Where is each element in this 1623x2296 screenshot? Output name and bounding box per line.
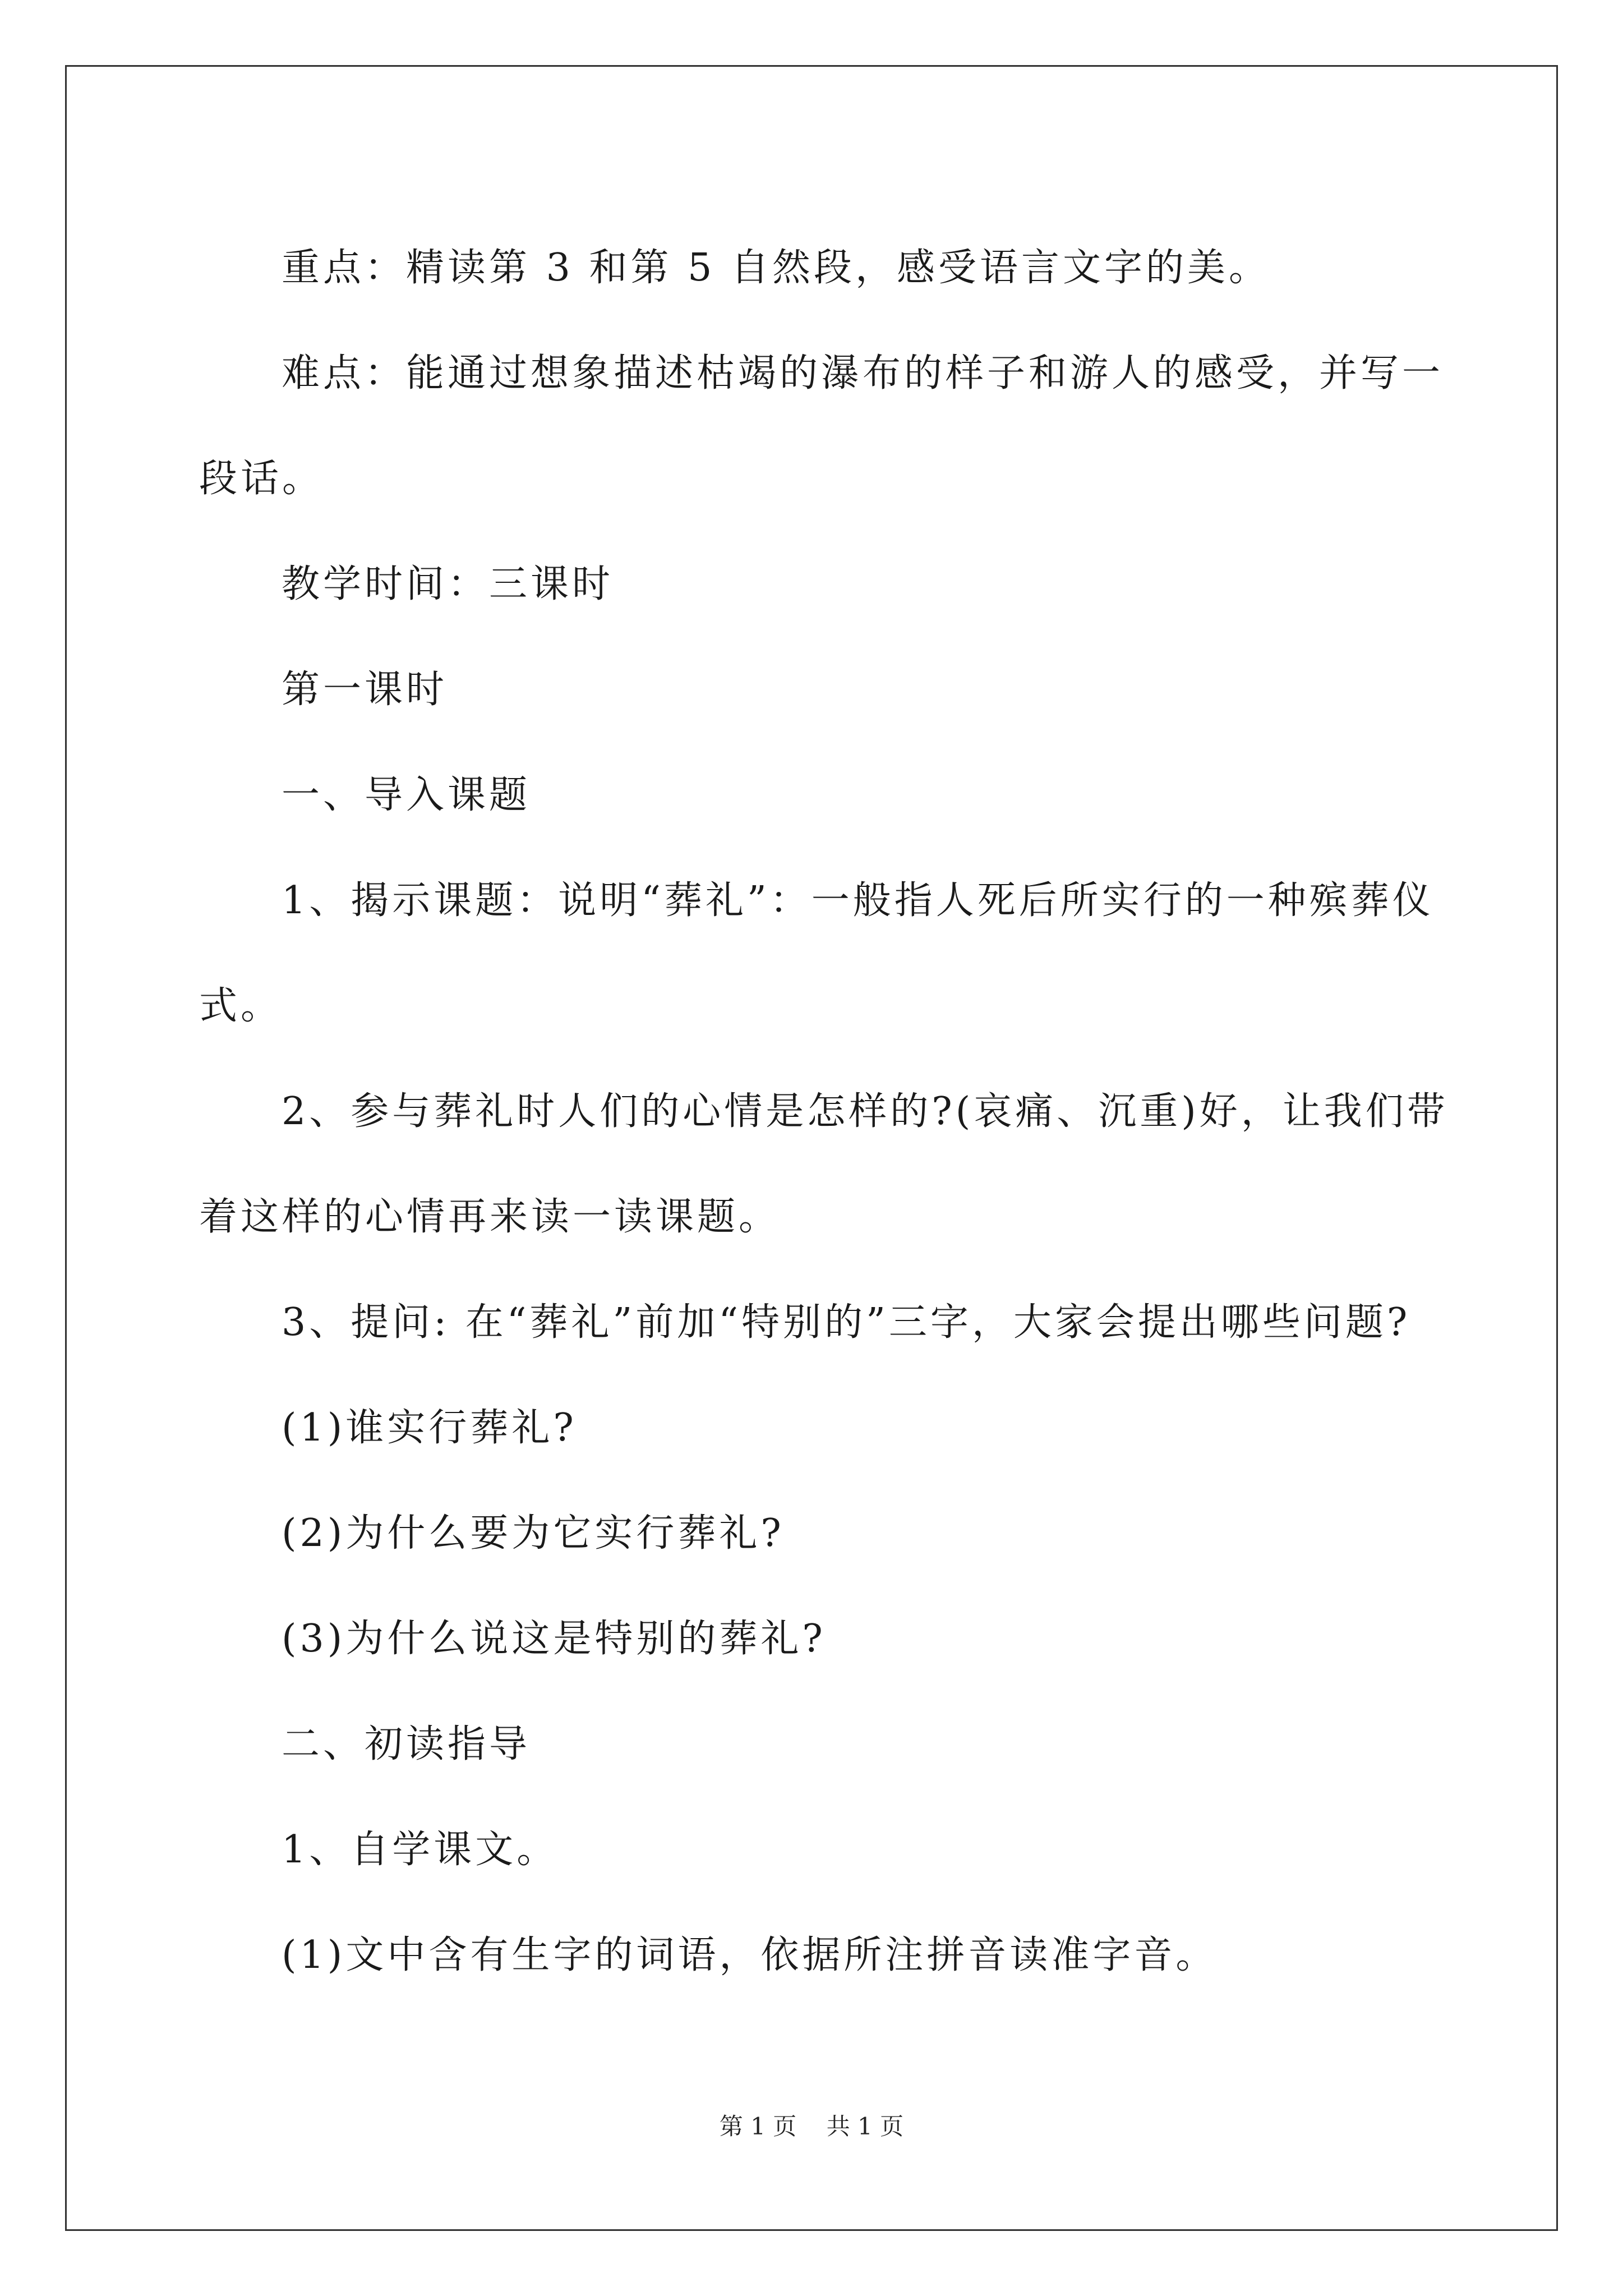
paragraph-item-2: 2、参与葬礼时人们的心情是怎样的?(哀痛、沉重)好，让我们带 — [282, 1089, 1449, 1134]
paragraph-difficulties: 难点：能通过想象描述枯竭的瀑布的样子和游人的感受，并写一 — [282, 351, 1444, 395]
heading-first-lesson: 第一课时 — [282, 668, 448, 712]
page-footer: 第 1 页 共 1 页 — [719, 2113, 904, 2140]
document-body — [199, 215, 1449, 2008]
heading-section-one: 一、导入课题 — [282, 773, 531, 817]
heading-section-two: 二、初读指导 — [282, 1722, 531, 1766]
paragraph-self-study: 1、自学课文。 — [282, 1828, 559, 1872]
paragraph-item-1-continued: 式。 — [199, 984, 283, 1028]
list-item-question-2: (2)为什么要为它实行葬礼? — [282, 1511, 785, 1556]
paragraph-key-points: 重点：精读第 3 和第 5 自然段，感受语言文字的美。 — [282, 246, 1270, 290]
list-item-vocabulary: (1)文中含有生字的词语，依据所注拼音读准字音。 — [282, 1933, 1218, 1977]
paragraph-item-3: 3、提问: 在“葬礼”前加“特别的”三字，大家会提出哪些问题? — [282, 1300, 1411, 1345]
paragraph-difficulties-continued: 段话。 — [199, 457, 324, 501]
list-item-question-1: (1)谁实行葬礼? — [282, 1406, 577, 1450]
paragraph-item-1: 1、揭示课题：说明“葬礼”：一般指人死后所实行的一种殡葬仪 — [282, 878, 1434, 923]
paragraph-item-2-continued: 着这样的心情再来读一读课题。 — [199, 1195, 781, 1239]
paragraph-teaching-time: 教学时间：三课时 — [282, 562, 614, 606]
list-item-question-3: (3)为什么说这是特别的葬礼? — [282, 1617, 826, 1661]
